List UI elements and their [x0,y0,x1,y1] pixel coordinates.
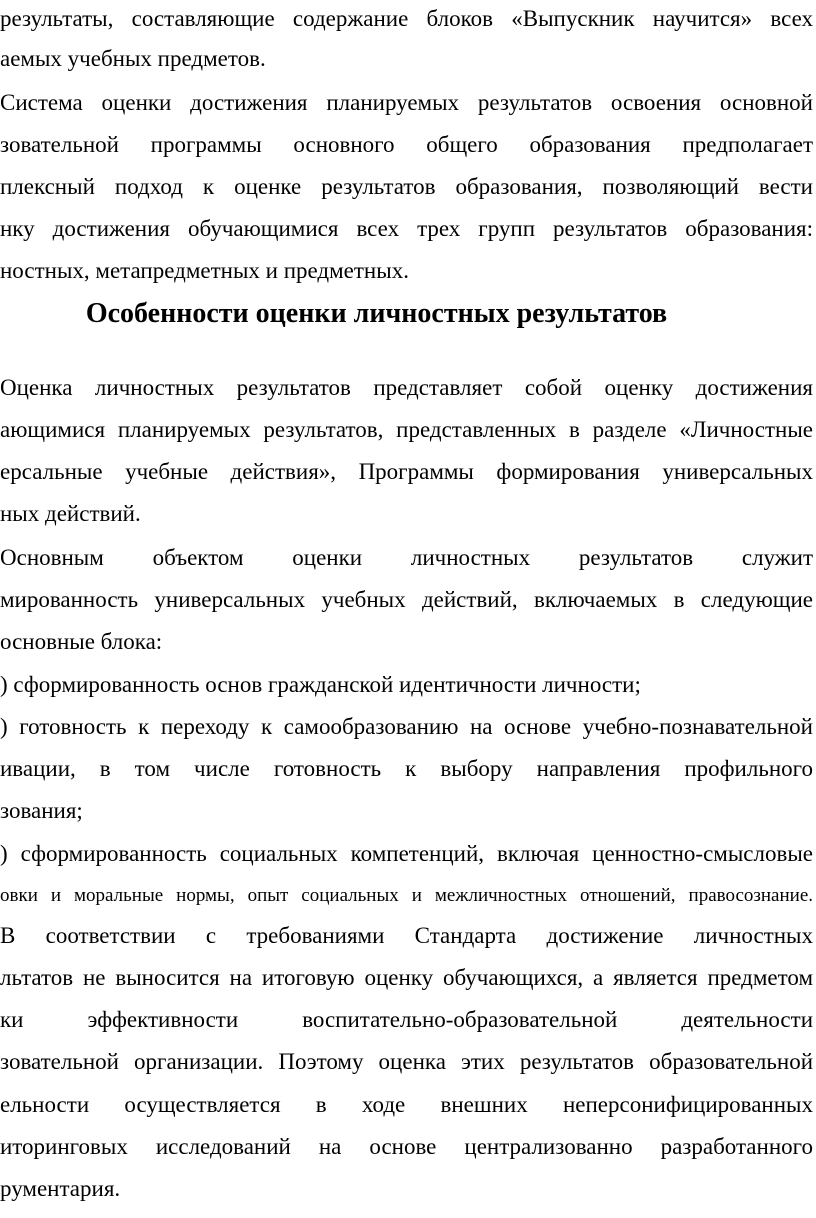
text-line: овки и моральные нормы, опыт социальных и межличностных отношений, правосознание. [0,885,813,906]
text-line: мированность универсальных учебных действий, включаемых в следующие [0,587,813,612]
list-item: ) сформированность основ гражданской идентичности личности; [0,672,641,697]
text-line: нку достижения обучающимися всех трех групп результатов образования: [0,216,813,241]
text-line: Основным объектом оценки личностных результатов служит [0,545,813,570]
text-line: рументария. [0,1176,121,1201]
text-line: ных действий. [0,501,141,526]
text-line: ивации, в том числе готовность к выбору направления профильного [0,756,813,781]
text-line: плексный подход к оценке результатов образования, позволяющий вести [0,174,813,199]
text-line: ки эффективности воспитательно-образовательной деятельности [0,1007,813,1032]
list-item: ) готовность к переходу к самообразованию на основе учебно-познавательной [0,714,813,739]
text-line: зовательной организации. Поэтому оценка этих результатов образовательной [0,1049,813,1074]
text-line: зовательной программы основного общего образования предполагает [0,132,813,157]
text-line: аемых учебных предметов. [0,46,266,71]
text-line: В соответствии с требованиями Стандарта достижение личностных [0,923,813,948]
section-heading: Особенности оценки личностных результатов [85,298,668,329]
text-line: ельности осуществляется в ходе внешних неперсонифицированных [0,1092,813,1117]
text-line: Система оценки достижения планируемых результатов освоения основной [0,90,813,115]
text-line: зования; [0,798,83,823]
text-line: иторинговых исследований на основе централизованно разработанного [0,1134,813,1159]
list-item: ) сформированность социальных компетенций, включая ценностно-смысловые [0,841,813,866]
text-line: льтатов не выносится на итоговую оценку обучающихся, а является предметом [0,965,813,990]
text-line: ерсальные учебные действия», Программы формирования универсальных [0,459,813,484]
text-line: ностных, метапредметных и предметных. [0,258,409,283]
text-line: основные блока: [0,629,163,654]
text-line: Оценка личностных результатов представляет собой оценку достижения [0,375,813,400]
text-line: ающимися планируемых результатов, представленных в разделе «Личностные [0,417,813,442]
text-line: результаты, составляющие содержание блоков «Выпускник научится» всех [0,6,813,31]
